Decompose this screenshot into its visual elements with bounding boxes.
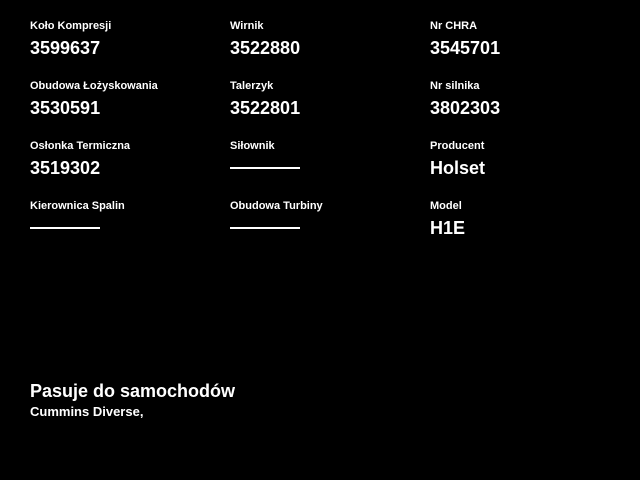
empty-value-dash [230, 217, 430, 239]
part-cell-kierownica-spalin [30, 199, 230, 259]
part-cell-silownik [230, 139, 430, 199]
part-cell-producent [430, 139, 630, 199]
part-number: 3519302 [30, 158, 101, 178]
part-label: Koło Kompresji [30, 20, 112, 32]
part-label: Siłownik [230, 140, 275, 152]
part-label: Model [430, 200, 462, 212]
part-label: Producent [430, 140, 485, 152]
part-cell-obudowa-lozyskowania [30, 79, 230, 139]
parts-grid [30, 19, 630, 259]
part-label: Talerzyk [230, 80, 274, 92]
part-cell-oslonka-termiczna [30, 139, 230, 199]
dash-line [30, 227, 100, 229]
part-cell-model [430, 199, 630, 259]
compatibility-heading: Pasuje do samochodów [30, 381, 236, 401]
part-label: Osłonka Termiczna [30, 140, 131, 152]
part-cell-nr-chra [430, 19, 630, 79]
part-cell-talerzyk [230, 79, 430, 139]
part-number: H1E [430, 218, 466, 238]
part-label: Wirnik [230, 20, 264, 32]
part-label: Obudowa Łożyskowania [30, 80, 158, 92]
empty-value-dash [30, 217, 230, 239]
dash-line [230, 227, 300, 229]
part-cell-obudowa-turbiny [230, 199, 430, 259]
part-number: 3522801 [230, 98, 301, 118]
part-label: Obudowa Turbiny [230, 200, 323, 212]
empty-value-dash [230, 157, 430, 179]
dash-line [230, 167, 300, 169]
part-cell-kolo-kompresji [30, 19, 230, 79]
part-label: Nr CHRA [430, 20, 478, 32]
part-label: Nr silnika [430, 80, 480, 92]
part-cell-wirnik [230, 19, 430, 79]
part-number: 3530591 [30, 98, 101, 118]
part-number: 3802303 [430, 98, 501, 118]
part-cell-nr-silnika [430, 79, 630, 139]
compatibility-section [30, 381, 235, 419]
compatibility-list: Cummins Diverse, [30, 404, 144, 419]
part-number: Holset [430, 158, 486, 178]
part-label: Kierownica Spalin [30, 200, 125, 212]
part-number: 3599637 [30, 38, 101, 58]
part-number: 3522880 [230, 38, 301, 58]
part-number: 3545701 [430, 38, 501, 58]
